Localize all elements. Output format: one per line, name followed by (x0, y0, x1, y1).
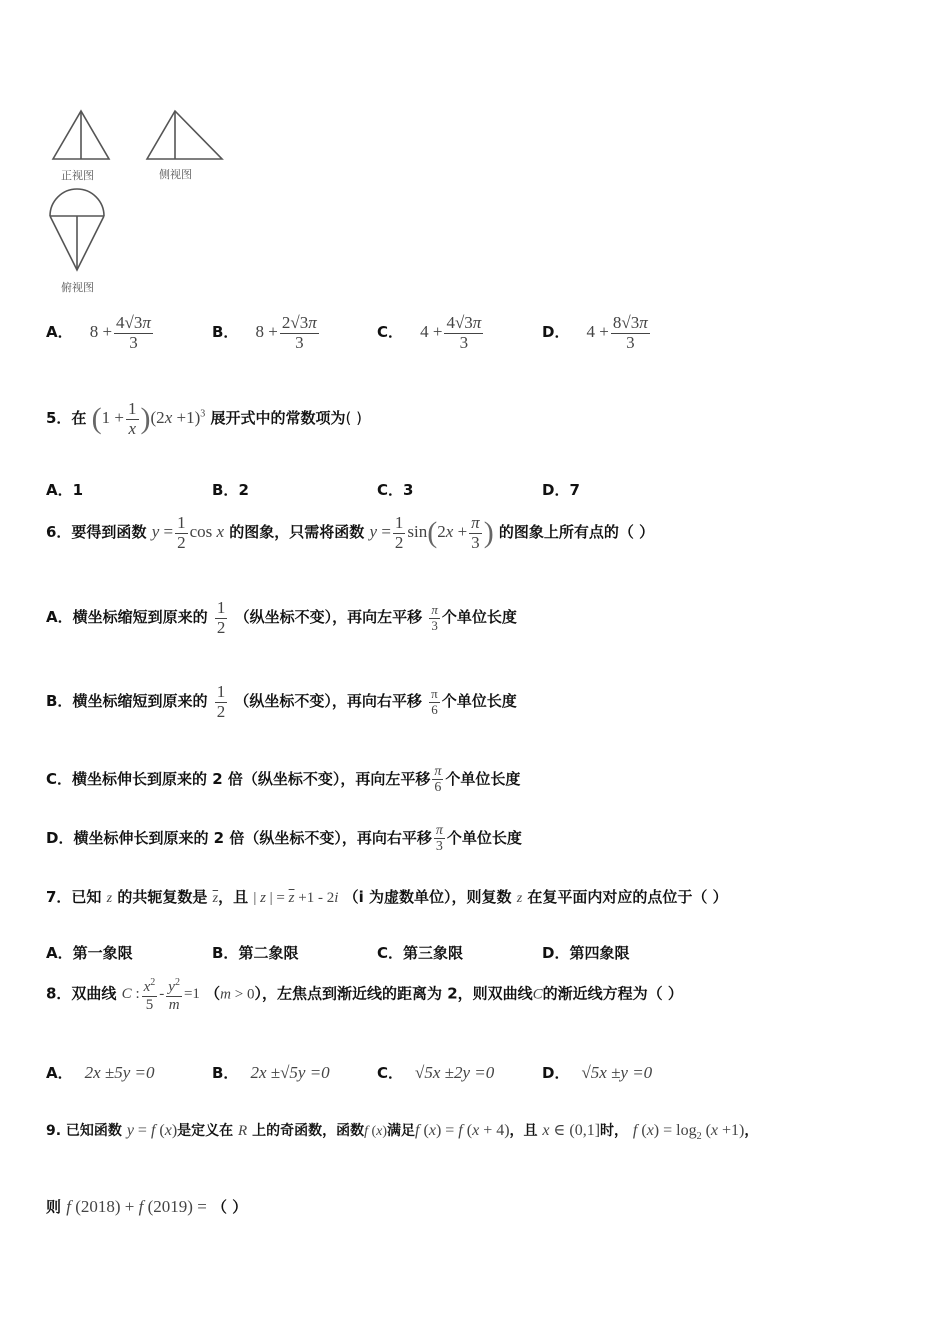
q6-source-function: y = $\frac{1}{2}$ sin(2x + $\frac{\pi}{3}$ ) (369, 513, 494, 552)
option-value: 第三象限 (403, 944, 464, 962)
option-denominator: 3 (626, 332, 635, 352)
question-number: 7．已知 (46, 888, 102, 906)
option-text: 横坐标缩短到原来的 (72, 692, 208, 711)
option-value: 第二象限 (238, 944, 299, 962)
option-value: 2 (238, 481, 249, 499)
option-expression: 2x ±√5y =0 (250, 1063, 330, 1082)
option-label: B． (212, 481, 239, 499)
option-integer: 8 (255, 322, 265, 342)
option-expression: √5x ±y =0 (581, 1063, 653, 1082)
question-text: 展开式中的常数项为 (210, 409, 346, 428)
q6-option-d[interactable]: D．横坐标伸长到原来的 2 倍（纵坐标不变），再向右平移 $\frac{\pi}{3}$ 个单位长度 (46, 823, 522, 855)
option-label: A． (46, 481, 73, 499)
q6-option-a[interactable]: A．横坐标缩短到原来的 $\frac{1}{2}$ （纵坐标不变），再向左平移 $\frac{\pi}{3}$ 个单位长度 (46, 598, 517, 637)
option-expression: 2x ±5y =0 (84, 1063, 155, 1082)
question-text: 时， (600, 1123, 629, 1139)
question-text: ， (744, 1123, 759, 1139)
option-expression: √5x ±2y =0 (415, 1063, 495, 1082)
option-label: D． (46, 828, 74, 847)
option-label: D． (542, 944, 570, 962)
side-view-caption: 侧视图 (159, 168, 192, 181)
question-text: 的共轭复数是 (117, 888, 208, 906)
question-text: 在复平面内对应的点位于（ ） (527, 888, 728, 906)
question-9: 9. 已知函数 y = f (x)是定义在 R 上的奇函数，函数f (x)满足f (x) = f (x + 4)，且 x ∈ (0,1]时， f $(x) = \log_2 (x +1)$， (46, 1122, 759, 1143)
option-coefficient: 2 (281, 313, 291, 332)
answer-blank: （ ） (212, 1198, 248, 1216)
option-text: 个单位长度 (445, 769, 521, 788)
q4-option-b[interactable]: B． 8 + $\frac{2√3\pi}{3}$ (212, 313, 317, 352)
option-label: D． (542, 323, 570, 342)
question-5 (46, 400, 362, 438)
option-label: D． (542, 481, 570, 499)
q8-option-d[interactable] (542, 1062, 652, 1083)
question-6 (46, 514, 654, 552)
option-label: B． (46, 692, 73, 711)
option-value: 7 (569, 481, 580, 499)
answer-blank: ( ) (345, 409, 362, 428)
question-number: 6．要得到函数 (46, 523, 147, 542)
q7-equation: | z | = $\overline{z} +1 - 2i$ (253, 890, 339, 906)
front-view-drawing (53, 111, 109, 159)
q6-option-b[interactable]: B．横坐标缩短到原来的 $\frac{1}{2}$ （纵坐标不变），再向右平移 $\frac{\pi}{6}$ 个单位长度 (46, 682, 517, 721)
option-label: C． (377, 1064, 404, 1082)
option-coefficient: 8 (612, 313, 622, 332)
question-text: 则 (46, 1198, 62, 1216)
q5-option-a[interactable] (46, 479, 83, 500)
option-value: 3 (403, 481, 414, 499)
three-view-figure (40, 100, 240, 300)
question-7: 7．已知 z 的共轭复数是 $\overline{z}$，且 | z | = $\overline{z} +1 - 2i$ （i 为虚数单位），则复数 z 在复平面内对应的点位于（ ） (46, 888, 728, 906)
option-text: 横坐标伸长到原来的 2 倍（纵坐标不变），再向右平移 (73, 828, 432, 847)
q8-option-b[interactable] (212, 1062, 330, 1083)
option-label: A． (46, 608, 73, 627)
option-label: B． (212, 1064, 239, 1082)
option-label: C． (377, 323, 404, 342)
option-label: C． (46, 769, 73, 788)
option-label: D． (542, 1064, 570, 1082)
option-text: 个单位长度 (441, 608, 517, 627)
question-text: ，且 (218, 888, 249, 906)
question-9-line-2: 则 f (2018) + f (2019) = （ ） (46, 1197, 248, 1216)
q4-option-c[interactable]: C． 4 + $\frac{4√3\pi}{3}$ (377, 313, 482, 352)
option-label: C． (377, 944, 404, 962)
front-view-caption: 正视图 (61, 169, 94, 182)
option-text: 横坐标伸长到原来的 2 倍（纵坐标不变），再向左平移 (72, 769, 431, 788)
question-text: 的图象，只需将函数 (229, 523, 365, 542)
q4-option-a[interactable]: A． 8 + $\frac{4√3\pi}{3}$ (46, 313, 151, 352)
q7-option-c[interactable] (377, 942, 463, 963)
option-label: A． (46, 323, 73, 342)
option-label: C． (377, 481, 404, 499)
question-text: 的渐近线方程为（ ） (542, 984, 683, 1003)
side-view-drawing (147, 111, 222, 159)
q6-option-c[interactable]: C．横坐标伸长到原来的 2 倍（纵坐标不变），再向左平移 $\frac{\pi}{6}$ 个单位长度 (46, 764, 521, 796)
option-denominator: 3 (459, 332, 469, 352)
option-denominator: 3 (129, 332, 138, 352)
option-coefficient: 4 (116, 313, 125, 332)
question-text: 上的奇函数，函数 (252, 1123, 365, 1139)
option-text: （纵坐标不变），再向右平移 (234, 692, 422, 711)
q5-expression: (1 + $\frac{1}{x}$ )$(2x +1)^3$ (91, 399, 206, 438)
q8-option-c[interactable] (377, 1062, 494, 1083)
question-text: （ (205, 984, 221, 1003)
question-number: 5．在 (46, 409, 87, 428)
question-text: （i 为虚数单位），则复数 (343, 888, 512, 906)
q5-option-c[interactable] (377, 479, 413, 500)
option-text: 个单位长度 (446, 828, 522, 847)
question-number: 9. 已知函数 (46, 1123, 122, 1139)
q7-option-b[interactable] (212, 942, 298, 963)
option-integer: 4 (586, 322, 596, 342)
q4-option-d[interactable]: D． 4 + $\frac{8√3\pi}{3}$ (542, 313, 648, 352)
question-number: 8．双曲线 (46, 984, 117, 1003)
q7-option-d[interactable] (542, 942, 629, 963)
option-text: 个单位长度 (441, 692, 517, 711)
q7-option-a[interactable] (46, 942, 133, 963)
option-label: A． (46, 1064, 73, 1082)
q5-option-d[interactable] (542, 479, 580, 500)
option-value: 第四象限 (569, 944, 630, 962)
question-text: 满足 (387, 1123, 416, 1139)
option-integer: 4 (420, 322, 429, 342)
option-label: B． (212, 323, 239, 342)
option-text: 横坐标缩短到原来的 (72, 608, 208, 627)
top-view-caption: 俯视图 (61, 281, 94, 294)
question-8: 8．双曲线 C : $\frac{x^2}{5}$ - $\frac{y^2}{m}$ =1 （m > 0），左焦点到渐近线的距离为 2，则双曲线C的渐近线方程为（ ） (46, 977, 683, 1013)
question-text: ，且 (509, 1123, 538, 1139)
q8-option-a[interactable] (46, 1062, 155, 1083)
q8-hyperbola-equation: C : $\frac{x^2}{5}$ - $\frac{y^2}{m}$ =1 (121, 977, 200, 1013)
option-text: （纵坐标不变），再向左平移 (234, 608, 423, 627)
option-integer: 8 (89, 322, 99, 342)
q5-option-b[interactable] (212, 479, 249, 500)
option-denominator: 3 (295, 332, 304, 352)
option-value: 1 (72, 481, 84, 499)
top-view-drawing (50, 189, 104, 270)
option-label: A． (46, 944, 73, 962)
option-coefficient: 4 (446, 313, 455, 332)
question-text: 的图象上所有点的（ ） (498, 523, 655, 542)
q6-target-function: y = $\frac{1}{2}$ cos x (151, 513, 225, 552)
question-text: 是定义在 (177, 1123, 234, 1139)
question-text: ），左焦点到渐近线的距离为 2，则双曲线 (254, 984, 533, 1003)
option-value: 第一象限 (72, 944, 133, 962)
option-label: B． (212, 944, 239, 962)
